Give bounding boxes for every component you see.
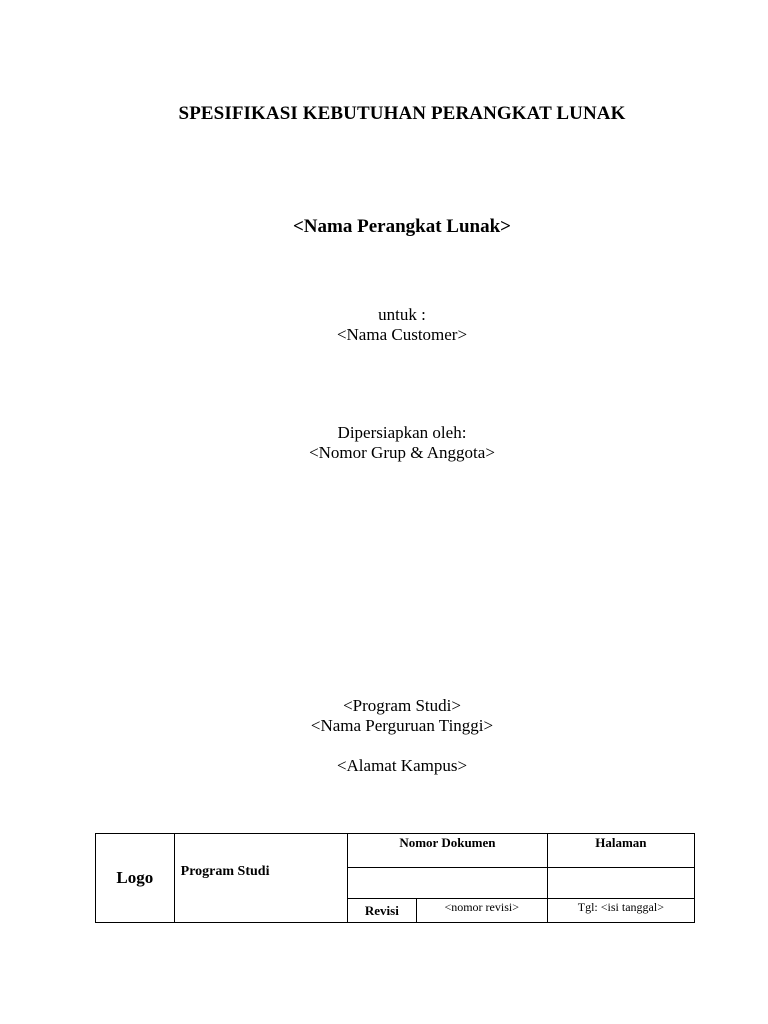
- document-number-header: Nomor Dokumen: [348, 834, 548, 868]
- program-cell: [174, 834, 347, 923]
- document-info-table: [95, 833, 695, 923]
- study-program: <Program Studi>: [343, 696, 461, 715]
- document-number-value: [348, 868, 548, 899]
- program-label: Program Studi: [180, 864, 270, 879]
- prepared-by-label: Dipersiapkan oleh:: [337, 423, 467, 442]
- date-value: Tgl: <isi tanggal>: [547, 899, 694, 923]
- customer-name: <Nama Customer>: [336, 325, 468, 344]
- document-title: SPESIFIKASI KEBUTUHAN PERANGKAT LUNAK: [178, 103, 626, 124]
- page-header: Halaman: [547, 834, 694, 868]
- group-members: <Nomor Grup & Anggota>: [309, 443, 495, 462]
- for-label: untuk :: [378, 305, 426, 324]
- revision-label: Revisi: [348, 899, 417, 923]
- university-name: <Nama Perguruan Tinggi>: [310, 716, 494, 735]
- software-name: <Nama Perangkat Lunak>: [292, 216, 511, 237]
- table-row: [96, 834, 695, 868]
- revision-value: <nomor revisi>: [416, 899, 547, 923]
- page-value: [547, 868, 694, 899]
- campus-address: <Alamat Kampus>: [336, 756, 468, 775]
- logo-cell: Logo: [96, 834, 175, 923]
